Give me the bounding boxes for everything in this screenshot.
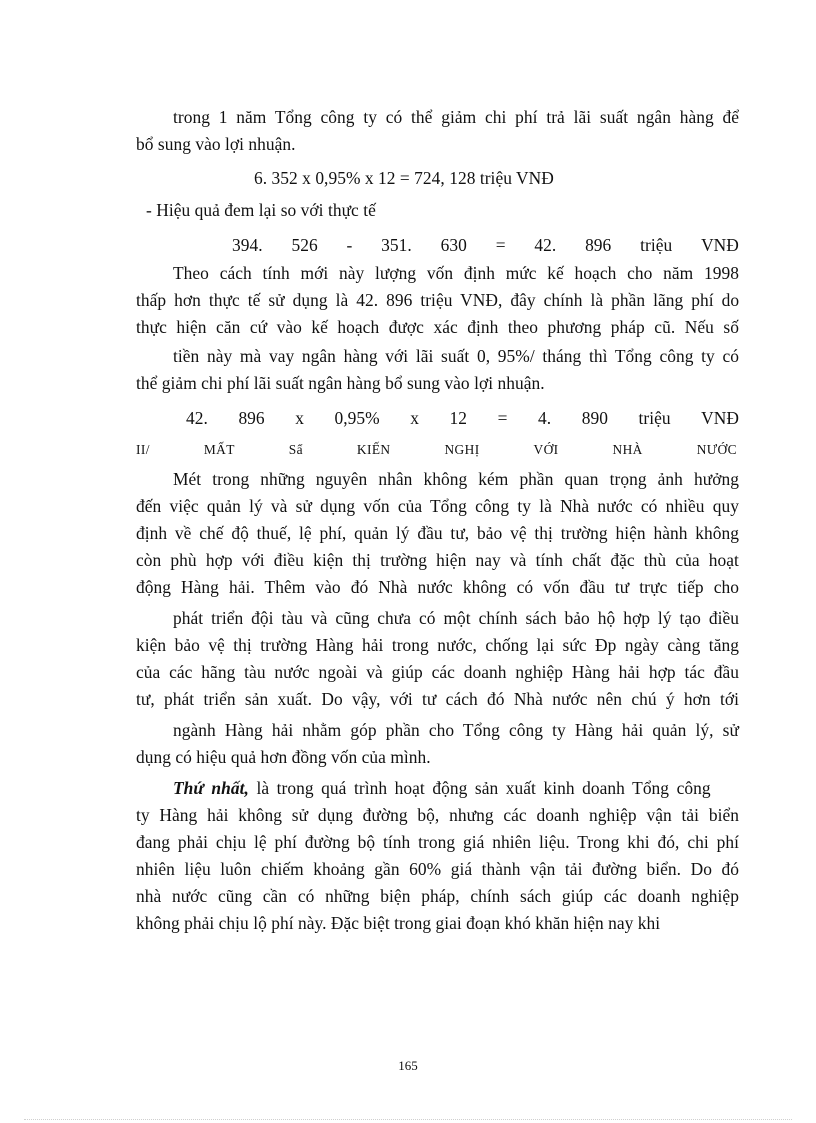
paragraph-line: tiền này mà vay ngân hàng với lãi suất 0, 95%/ tháng thì Tổng công ty có	[173, 346, 739, 366]
paragraph-line: đang phải chịu lệ phí đường bộ tính trong giá nhiên liệu. Trong khi đó, chi phí	[136, 832, 739, 852]
heading-word: VỚI	[533, 442, 559, 457]
equation-token: 4.	[538, 408, 552, 428]
paragraph-line: thể giảm chi phí lãi suất ngân hàng bổ sung vào lợi nhuận.	[136, 373, 545, 393]
section-heading	[136, 439, 737, 461]
paragraph-line: thực hiện căn cứ vào kế hoạch được xác định theo phương pháp cũ. Nếu số	[136, 317, 739, 337]
paragraph-line: bổ sung vào lợi nhuận.	[136, 134, 296, 154]
paragraph-line: không phải chịu lộ phí này. Đặc biệt trong giai đoạn khó khăn hiện nay khi	[136, 913, 661, 933]
equation-token: x	[410, 408, 419, 428]
paragraph-line: động Hàng hải. Thêm vào đó Nhà nước không có vốn đầu tư trực tiếp cho	[136, 577, 739, 597]
equation-token: 630	[440, 235, 467, 255]
equation-token: 351.	[381, 235, 412, 255]
paragraph-line: của các hãng tàu nước ngoài và giúp các doanh nghiệp Hàng hải hợp tác đầu	[136, 662, 739, 682]
paragraph-line	[173, 777, 711, 799]
heading-word: II/	[136, 442, 150, 457]
equation-token: 890	[581, 408, 608, 428]
paragraph-line: thấp hơn thực tế sử dụng là 42. 896 triệu VNĐ, đây chính là phần lãng phí do	[136, 290, 740, 310]
paragraph-line: trong 1 năm Tổng công ty có thể giảm chi phí trả lãi suất ngân hàng để	[173, 107, 740, 127]
paragraph-line: đến việc quản lý và sử dụng vốn của Tổng công ty là Nhà nước có nhiều quy	[136, 496, 739, 516]
equation-token: triệu	[640, 235, 673, 255]
equation-token: 0,95%	[334, 408, 380, 428]
heading-word: MẤT	[203, 442, 235, 457]
equation-line: 6. 352 x 0,95% x 12 = 724, 128 triệu VNĐ	[254, 168, 554, 188]
paragraph-line: ty Hàng hải không sử dụng đường bộ, nhưng các doanh nghiệp vận tải biển	[136, 805, 739, 825]
equation-justified	[232, 234, 739, 256]
equation-token: 42.	[186, 408, 208, 428]
equation-token: =	[495, 235, 506, 255]
equation-token: x	[295, 408, 304, 428]
equation-token: triệu	[638, 408, 671, 428]
page-number: 165	[398, 1058, 418, 1073]
equation-token: 394.	[232, 235, 263, 255]
heading-word: NƯỚC	[696, 442, 737, 457]
equation-token: 526	[291, 235, 318, 255]
heading-word: Sẩ	[288, 442, 303, 457]
heading-word: NGHỊ	[444, 442, 480, 457]
equation-token: 42.	[534, 235, 557, 255]
paragraph-line: nhiên liệu luôn chiếm khoảng gần 60% giá thành vận tải đường biển. Do đó	[136, 859, 740, 879]
paragraph-line: còn phù hợp với điều kiện thị trường hiện nay và tính chất đặc thù của hoạt	[136, 550, 739, 570]
equation-token: VNĐ	[701, 408, 739, 428]
equation-justified	[186, 407, 739, 429]
paragraph-line: ngành Hàng hải nhằm góp phần cho Tổng công ty Hàng hải quản lý, sử	[173, 720, 739, 740]
equation-token: 12	[449, 408, 468, 428]
paragraph-line: tư, phát triển sản xuất. Do vậy, với tư cách đó Nhà nước nên chú ý hơn tới	[136, 689, 739, 709]
paragraph-line: Theo cách tính mới này lượng vốn định mức kế hoạch cho năm 1998	[173, 263, 739, 283]
paragraph-line: định về chế độ thuế, lệ phí, quản lý đầu tư, bảo vệ thị trường hiện hành không	[136, 523, 739, 543]
heading-word: KIẾN	[356, 442, 391, 457]
equation-token: -	[346, 235, 353, 255]
paragraph-line: kiện bảo vệ thị trường Hàng hải trong nước, chống lại sức Ðp ngày càng tăng	[136, 635, 739, 655]
paragraph-text: là trong quá trình hoạt động sản xuất kinh doanh Tổng công	[256, 778, 711, 798]
paragraph-line: dụng có hiệu quả hơn đồng vốn của mình.	[136, 747, 431, 767]
equation-token: VNĐ	[701, 235, 739, 255]
page-bottom-divider	[24, 1119, 792, 1120]
paragraph-line: nhà nước cũng cần có những biện pháp, chính sách giúp các doanh nghiệp	[136, 886, 739, 906]
bullet-line: - Hiệu quả đem lại so với thực tế	[146, 200, 376, 220]
equation-token: 896	[585, 235, 612, 255]
paragraph-line: phát triển đội tàu và cũng chưa có một chính sách bảo hộ hợp lý tạo điều	[173, 608, 739, 628]
first-point-label: Thứ nhất,	[173, 778, 249, 798]
paragraph-line: Mét trong những nguyên nhân không kém phần quan trọng ảnh hưởng	[173, 469, 739, 489]
heading-word: NHÀ	[612, 442, 643, 457]
equation-token: =	[497, 408, 508, 428]
equation-token: 896	[238, 408, 265, 428]
